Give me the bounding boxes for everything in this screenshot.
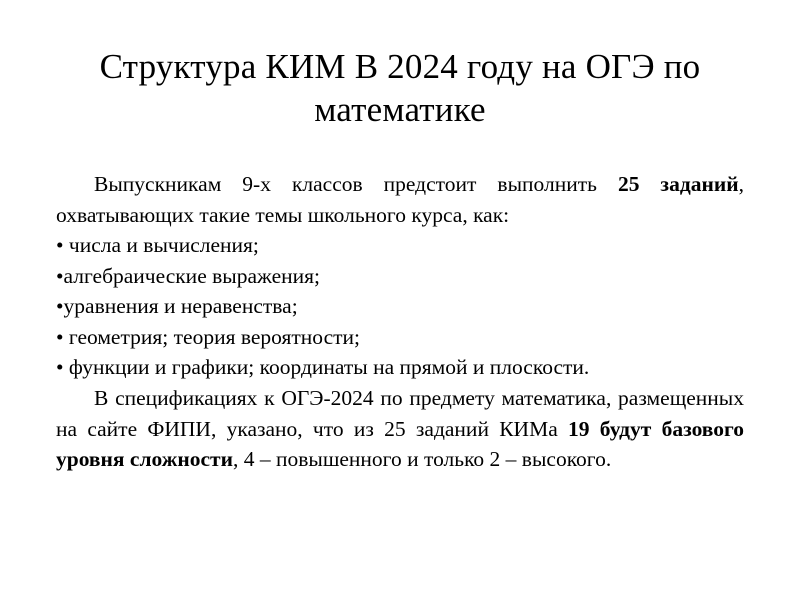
bullet-icon: • bbox=[56, 233, 64, 258]
intro-bold-text: 25 заданий bbox=[617, 172, 739, 197]
bullet-icon: • bbox=[56, 355, 64, 380]
tail-suffix-text: , 4 – повышенного и только 2 – высокого. bbox=[232, 447, 612, 472]
list-item bbox=[56, 230, 744, 261]
slide-body bbox=[56, 169, 744, 474]
list-item-label: числа и вычисления; bbox=[68, 233, 259, 258]
list-item bbox=[56, 291, 744, 322]
bullet-icon: • bbox=[56, 324, 64, 349]
list-item-label: уравнения и неравенства; bbox=[63, 294, 298, 319]
list-item bbox=[56, 261, 744, 292]
page-title: Структура КИМ В 2024 году на ОГЭ по математике bbox=[99, 47, 701, 129]
list-item-label: геометрия; теория вероятности; bbox=[68, 324, 360, 349]
list-item-label: алгебраические выражения; bbox=[63, 263, 320, 288]
list-item bbox=[56, 352, 744, 383]
bullet-icon: • bbox=[56, 263, 64, 288]
tail-bold-text: 19 будут базового уровня сложности bbox=[56, 416, 744, 472]
intro-paragraph bbox=[56, 169, 744, 230]
tail-paragraph bbox=[56, 383, 744, 475]
bullet-icon: • bbox=[56, 294, 64, 319]
intro-prefix-text: Выпускникам 9-х классов предстоит выполнить bbox=[94, 172, 618, 197]
list-item-label: функции и графики; координаты на прямой и плоскости. bbox=[68, 355, 590, 380]
list-item bbox=[56, 322, 744, 353]
tail-prefix-text: В спецификациях к ОГЭ-2024 по предмету математика, размещенных на сайте ФИПИ, указано, что из 25 заданий КИМа bbox=[56, 385, 744, 441]
intro-suffix-text: , охватывающих такие темы школьного курса, как: bbox=[56, 172, 744, 227]
